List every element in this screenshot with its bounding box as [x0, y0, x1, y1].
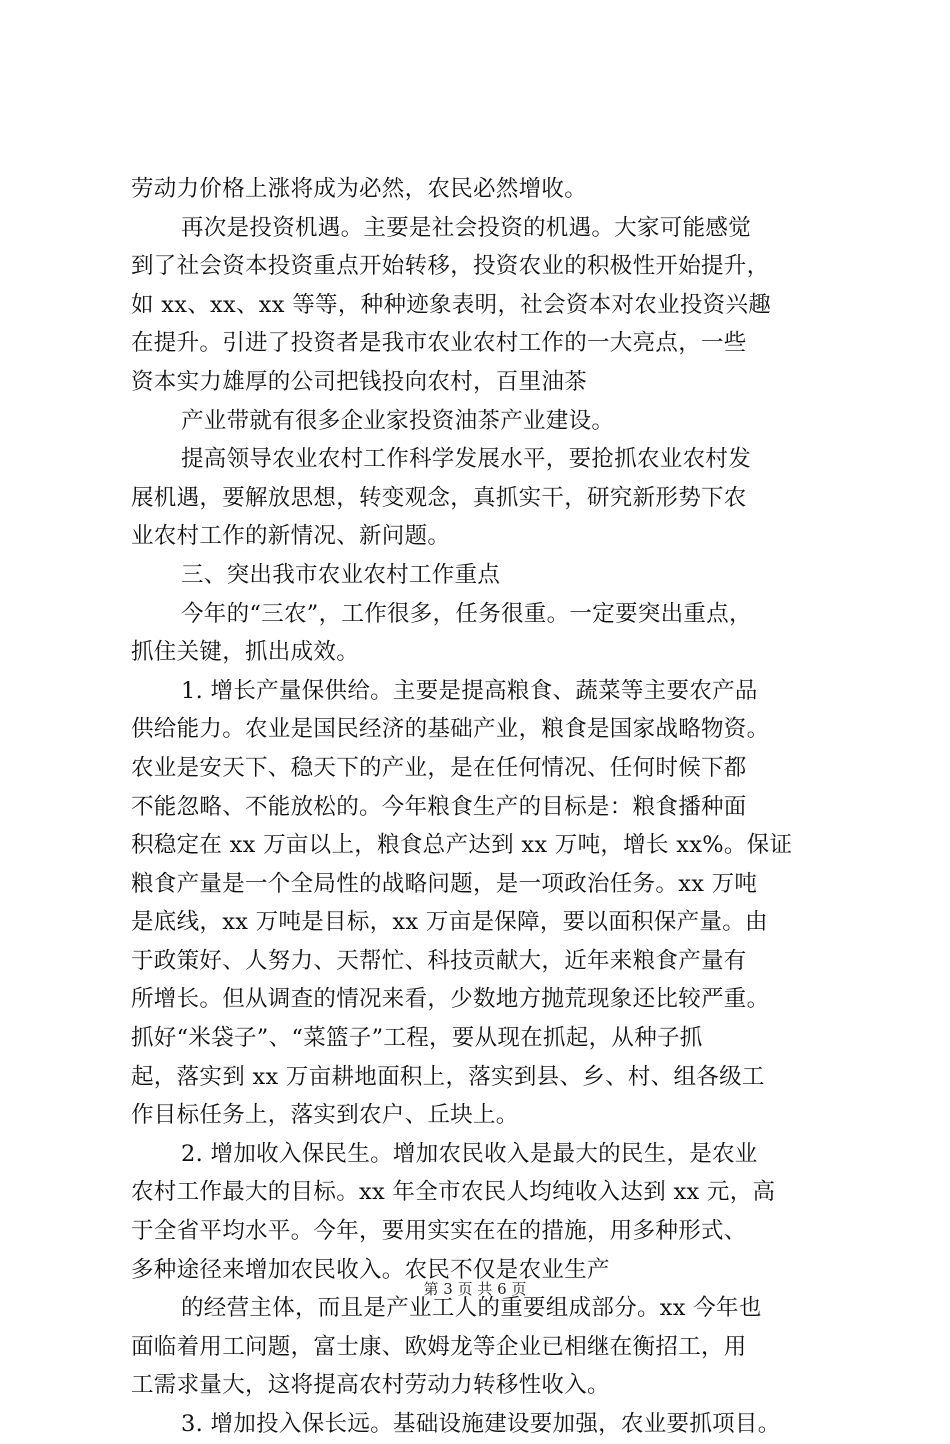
text-line: 于全省平均水平。今年，要用实实在在的措施，用多种形式、: [131, 1218, 747, 1245]
text-line: 劳动力价格上涨将成为必然，农民必然增收。: [131, 176, 588, 202]
text-line: 3. 增加投入保长远。基础设施建设要加强，农业要抓项目。: [181, 1411, 781, 1437]
text-line: 工需求量大，这将提高农村劳动力转移性收入。: [131, 1372, 610, 1399]
text-line: 再次是投资机遇。主要是社会投资的机遇。大家可能感觉: [181, 214, 752, 241]
text-line: 于政策好、人努力、天帮忙、科技贡献大，近年来粮食产量有: [131, 947, 747, 974]
text-line: 农村工作最大的目标。xx 年全市农民人均纯收入达到 xx 元，高: [131, 1179, 776, 1206]
text-line: 资本实力雄厚的公司把钱投向农村，百里油茶: [131, 368, 588, 395]
page-footer: 第 3 页 共 6 页: [423, 1280, 527, 1298]
text-line: 面临着用工问题，富士康、欧姆龙等企业已相继在衡招工，用: [131, 1333, 747, 1360]
text-line: 农业是安天下、稳天下的产业，是在任何情况、任何时候下都: [131, 754, 747, 781]
text-line: 粮食产量是一个全局性的战略问题，是一项政治任务。xx 万吨: [131, 870, 758, 897]
text-line: 不能忽略、不能放松的。今年粮食生产的目标是：粮食播种面: [131, 793, 747, 820]
text-line: 抓好“米袋子”、“菜篮子”工程，要从现在抓起，从种子抓: [131, 1025, 703, 1052]
text-line: 抓住关键，抓出成效。: [131, 639, 360, 666]
text-line: 起，落实到 xx 万亩耕地面积上，落实到县、乡、村、组各级工: [131, 1063, 765, 1090]
text-line: 2. 增加收入保民生。增加农民收入是最大的民生，是农业: [181, 1140, 758, 1167]
text-line: 作目标任务上，落实到农户、丘块上。: [131, 1102, 519, 1129]
text-line: 产业带就有很多企业家投资油茶产业建设。: [181, 407, 615, 434]
text-line: 提高领导农业农村工作科学发展水平，要抢抓农业农村发: [181, 446, 752, 473]
text-line: 多种途径来增加农民收入。农民不仅是农业生产: [131, 1256, 610, 1283]
text-line: 所增长。但从调查的情况来看，少数地方抛荒现象还比较严重。: [131, 986, 770, 1013]
text-line: 今年的“三农”，工作很多，任务很重。一定要突出重点，: [181, 600, 752, 627]
text-line: 1. 增长产量保供给。主要是提高粮食、蔬菜等主要农产品: [181, 677, 758, 704]
text-line: 是底线，xx 万吨是目标，xx 万亩是保障，要以面积保产量。由: [131, 909, 768, 936]
text-line: 如 xx、xx、xx 等等，种种迹象表明，社会资本对农业投资兴趣: [131, 291, 772, 318]
text-line: 供给能力。农业是国民经济的基础产业，粮食是国家战略物资。: [131, 716, 770, 743]
text-line: 的经营主体，而且是产业工人的重要组成部分。xx 今年也: [181, 1295, 762, 1322]
text-line: 到了社会资本投资重点开始转移，投资农业的积极性开始提升，: [131, 253, 770, 280]
document-body: [131, 170, 831, 1444]
text-line: 三、突出我市农业农村工作重点: [181, 561, 501, 588]
text-line: 展机遇，要解放思想，转变观念，真抓实干，研究新形势下农: [131, 484, 747, 511]
text-line: 业农村工作的新情况、新问题。: [131, 523, 451, 550]
text-line: 在提升。引进了投资者是我市农业农村工作的一大亮点，一些: [131, 330, 747, 357]
text-line: 积稳定在 xx 万亩以上，粮食总产达到 xx 万吨，增长 xx%。保证: [131, 832, 793, 859]
